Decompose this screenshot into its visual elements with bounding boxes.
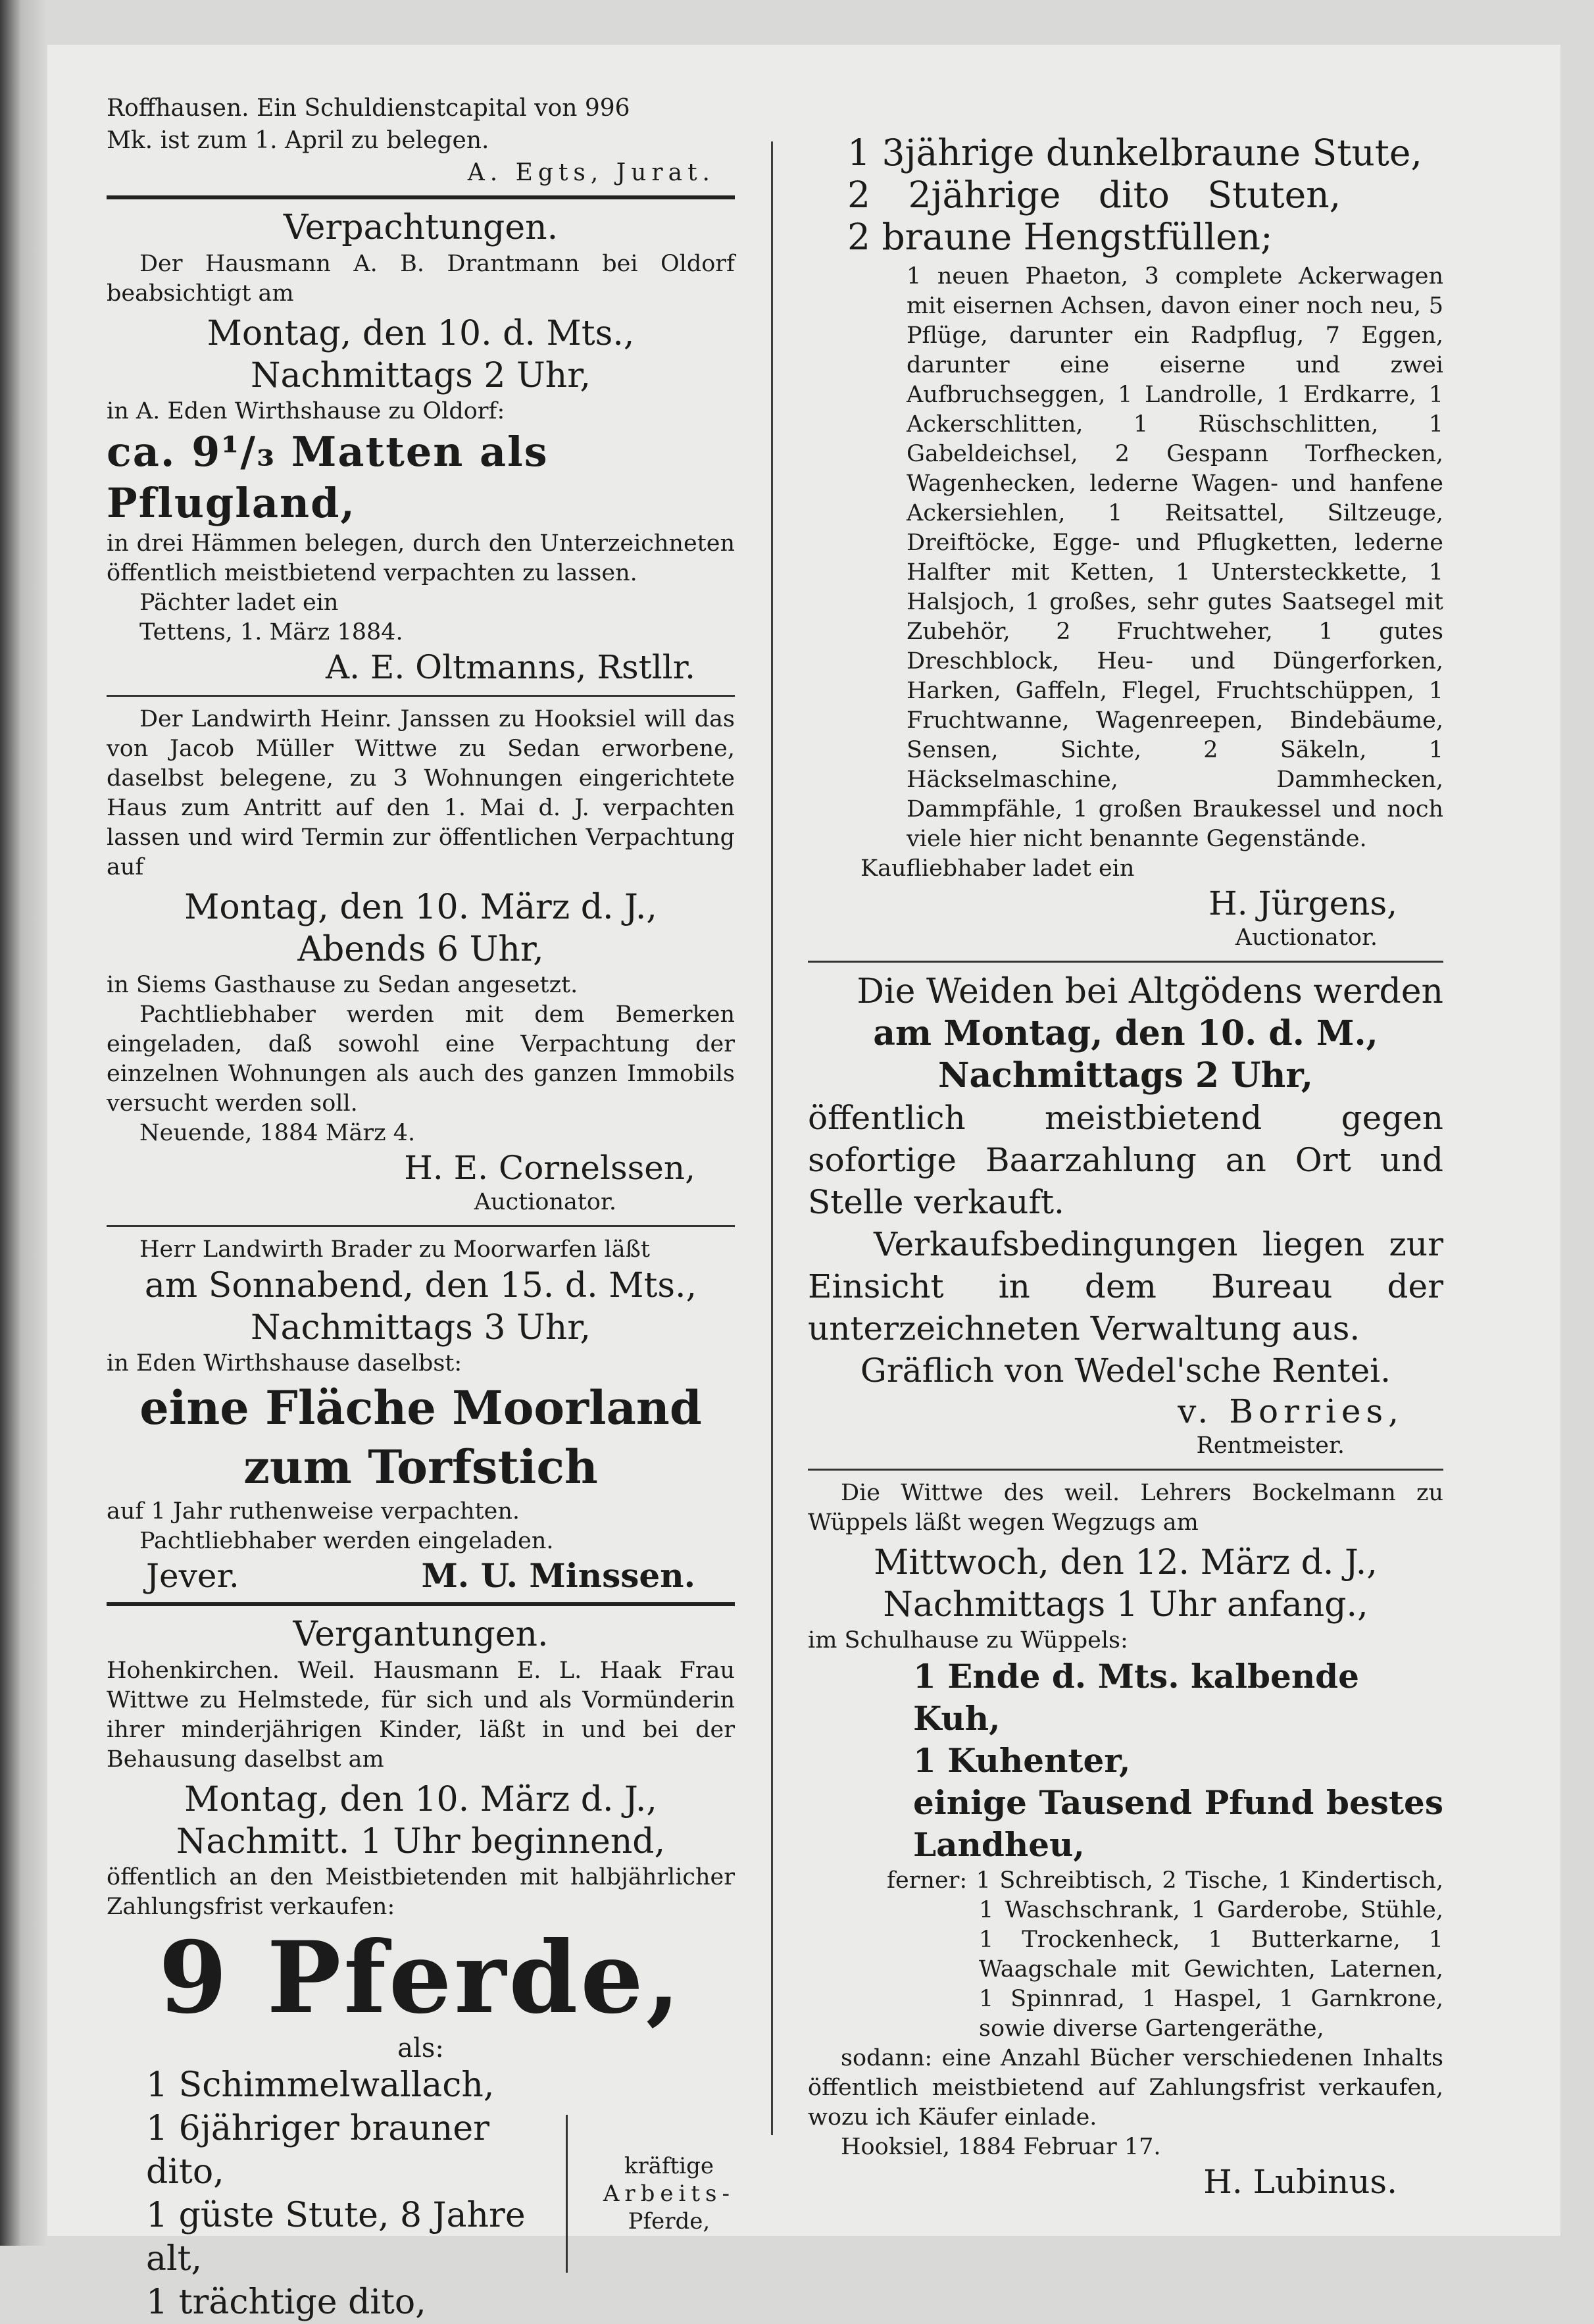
notice-role: Auctionator. (474, 1189, 616, 1215)
notice-verpachtung-janssen (107, 705, 735, 1217)
notice-signature: H. Jürgens, (1208, 884, 1397, 922)
horse-list-block (107, 2063, 735, 2324)
notice-date: am Montag, den 10. d. M., (873, 1013, 1378, 1053)
notice-title: zum Torfstich (243, 1440, 598, 1494)
notice-place-date: Neuende, 1884 März 4. (139, 1120, 416, 1146)
notice-signature: A. E. Oltmanns, Rstllr. (325, 648, 695, 686)
notice-invite: Pächter ladet ein (139, 590, 339, 616)
notice-roffhausen (107, 92, 735, 189)
notice-date: Montag, den 10. März d. J., (184, 888, 657, 927)
notice-place-date: Tettens, 1. März 1884. (139, 619, 403, 645)
notice-text: Die Wittwe des weil. Lehrers Bockelmann zu Wüppels läßt wegen Wegzugs am (808, 1480, 1443, 1536)
horse-item: 1 Schimmelwallach, (146, 2065, 495, 2105)
notice-verpachtung-drantmann (107, 206, 735, 687)
notice-time: Nachmittags 1 Uhr anfang., (883, 1585, 1368, 1625)
notice-text: Pachtliebhaber werden mit dem Bemerken eingeladen, daß sowohl eine Verpachtung der einzelnen Wohnungen als auch des ganzen Immobils versucht werden soll. (107, 1001, 735, 1117)
notice-text: Der Hausmann A. B. Drantmann bei Oldorf beabsichtigt am (107, 251, 735, 307)
notice-time: Nachmitt. 1 Uhr beginnend, (176, 1822, 666, 1861)
notice-signature: H. Lubinus. (1203, 2163, 1397, 2201)
section-heading: Vergantungen. (293, 1615, 549, 1654)
auction-item: einige Tausend Pfund bestes Landheu, (913, 1783, 1443, 1864)
notice-weiden-altgoedens (808, 971, 1443, 1461)
section-rule (107, 695, 735, 697)
column-divider (771, 141, 773, 2135)
binding-edge (0, 0, 47, 2246)
notice-invite: Pachtliebhaber werden eingeladen. (139, 1528, 554, 1554)
brace-bracket (566, 2115, 591, 2273)
notice-text: öffentlich meistbietend gegen sofortige Baarzahlung an Ort und Stelle verkauft. (808, 1099, 1443, 1221)
notice-line: Roffhausen. Ein Schuldienstcapital von 996 (107, 95, 630, 122)
horse-item: 1 6jähriger brauner dito, (146, 2109, 490, 2192)
notice-signature: H. E. Cornelssen, (404, 1149, 695, 1187)
notice-title: 9 Pferde, (159, 1920, 683, 2036)
notice-place: in Siems Gasthause zu Sedan angesetzt. (107, 972, 578, 998)
notice-moorland (107, 1235, 735, 1596)
notice-text: Verkaufsbedingungen liegen zur Einsicht in dem Bureau der unterzeichneten Verwaltung aus. (808, 1225, 1443, 1348)
section-rule (107, 195, 735, 199)
notice-time: Abends 6 Uhr, (297, 930, 544, 969)
notice-line: Mk. ist zum 1. April zu belegen. (107, 127, 489, 154)
livestock-item: 2 2jährige dito Stuten, (847, 174, 1341, 216)
notice-place: im Schulhause zu Wüppels: (808, 1627, 1128, 1654)
notice-place-date: Hooksiel, 1884 Februar 17. (841, 2134, 1161, 2160)
notice-time: Nachmittags 3 Uhr, (251, 1308, 591, 1348)
notice-text: auf 1 Jahr ruthenweise verpachten. (107, 1498, 520, 1525)
notice-text: 1 neuen Phaeton, 3 complete Ackerwagen mit eisernen Achsen, davon einer noch neu, 5 Pflüge, darunter ein Radpflug, 7 Eggen, darunter eine eiserne und zwei Aufbruchseggen, 1 Landrolle, 1 Erdkarre, 1 Ackerschlitten, 1 Rüschschlitten, 1 Gabeldeichsel, 2 Gespann Torfhecken, Wagenhecken, lederne Wagen- und hanfene Ackersiehlen, 1 Reitsattel, Siltzeuge, Dreiftöcke, Egge- und Pflugketten, lederne Halfter mit Ketten, 1 Untersteckkette, 1 Halsjoch, 1 großes, sehr gutes Saatsegel mit Zubehör, 2 Fruchtweher, 1 gutes Dreschblock, Heu- und Düngerforken, Harken, Gaffeln, Flegel, Fruchtschüppen, 1 Fruchtwanne, Wagenreepen, Bindebäume, Sensen, Sichte, 2 Säkeln, 1 Häckselmaschine, Dammhecken, Dammpfähle, 1 großen Braukessel und noch viele hier nicht benannte Gegenstände. (907, 263, 1443, 852)
auction-item: 1 Ende d. Mts. kalbende Kuh, (913, 1657, 1359, 1738)
section-heading: Verpachtungen. (283, 208, 559, 247)
notice-signature: v. Borries, (1178, 1392, 1404, 1430)
notice-auction-continued (808, 132, 1443, 953)
horse-note-line: Pferde, (628, 2208, 710, 2235)
notice-role: Auctionator. (1235, 924, 1378, 951)
notice-place: in A. Eden Wirthshause zu Oldorf: (107, 398, 505, 424)
notice-text: in drei Hämmen belegen, durch den Unterzeichneten öffentlich meistbietend verpachten zu lassen. (107, 530, 735, 586)
notice-date: Montag, den 10. März d. J., (184, 1780, 657, 1819)
notice-heading: Die Weiden bei Altgödens werden (857, 972, 1443, 1011)
notice-date: am Sonnabend, den 15. d. Mts., (144, 1266, 697, 1305)
notice-invite: Kaufliebhaber ladet ein (860, 855, 1135, 882)
notice-footer (107, 1556, 735, 1596)
section-rule (808, 1469, 1443, 1471)
section-rule (107, 1602, 735, 1606)
notice-text: öffentlich an den Meistbietenden mit halbjährlicher Zahlungsfrist verkaufen: (107, 1864, 735, 1920)
notice-title: eine Fläche Moorland (139, 1380, 702, 1435)
horse-note (603, 2152, 735, 2235)
notice-vergantung-haak (107, 1613, 735, 2324)
horse-item: 1 güste Stute, 8 Jahre alt, (146, 2196, 526, 2279)
notice-organisation: Gräflich von Wedel'sche Rentei. (860, 1351, 1391, 1390)
notice-time: Nachmittags 2 Uhr, (251, 356, 591, 395)
notice-bockelmann (808, 1478, 1443, 2202)
notice-als: als: (397, 2033, 444, 2063)
notice-date: Montag, den 10. d. Mts., (207, 314, 635, 353)
auction-item: 1 Kuhenter, (913, 1741, 1131, 1780)
horse-list (107, 2063, 545, 2324)
notice-city: Jever. (146, 1557, 239, 1595)
notice-item: ca. 9¹/₃ Matten als Pflugland, (107, 428, 549, 527)
section-rule (808, 961, 1443, 963)
notice-signature: M. U. Minssen. (421, 1556, 695, 1595)
horse-note-line: Arbeits- (603, 2181, 735, 2207)
notice-text: ferner: 1 Schreibtisch, 2 Tische, 1 Kindertisch, 1 Waschschrank, 1 Garderobe, Stühle, 1 Trockenheck, 1 Butterkarne, 1 Waagschale mit Gewichten, Laternen, 1 Spinnrad, 1 Haspel, 1 Garnkrone, sowie diverse Gartengeräthe, (887, 1867, 1443, 2042)
section-rule (107, 1225, 735, 1227)
right-column (808, 132, 1443, 2202)
horse-item: 1 trächtige dito, (146, 2283, 426, 2322)
horse-note-line: kräftige (624, 2153, 714, 2179)
notice-role: Rentmeister. (1196, 1432, 1345, 1459)
notice-place: in Eden Wirthshause daselbst: (107, 1350, 462, 1377)
left-column (107, 92, 735, 2324)
notice-text: Hohenkirchen. Weil. Hausmann E. L. Haak Frau Wittwe zu Helmstede, für sich und als Vormünderin ihrer minderjährigen Kinder, läßt in und bei der Behausung daselbst am (107, 1657, 735, 1773)
notice-text: Herr Landwirth Brader zu Moorwarfen läßt (139, 1236, 650, 1263)
notice-text: sodann: eine Anzahl Bücher verschiedenen Inhalts öffentlich meistbietend auf Zahlungsfrist verkaufen, wozu ich Käufer einlade. (808, 2045, 1443, 2131)
notice-text: Der Landwirth Heinr. Janssen zu Hooksiel will das von Jacob Müller Wittwe zu Sedan erworbene, daselbst belegene, zu 3 Wohnungen eingerichtete Haus zum Antritt auf den 1. Mai d. J. verpachten lassen und wird Termin zur öffentlichen Verpachtung auf (107, 706, 735, 880)
livestock-item: 2 braune Hengstfüllen; (847, 216, 1273, 258)
livestock-item: 1 3jährige dunkelbraune Stute, (847, 132, 1422, 174)
notice-time: Nachmittags 2 Uhr, (937, 1055, 1314, 1096)
notice-signature: A. Egts, Jurat. (467, 159, 715, 186)
notice-date: Mittwoch, den 12. März d. J., (874, 1543, 1378, 1582)
